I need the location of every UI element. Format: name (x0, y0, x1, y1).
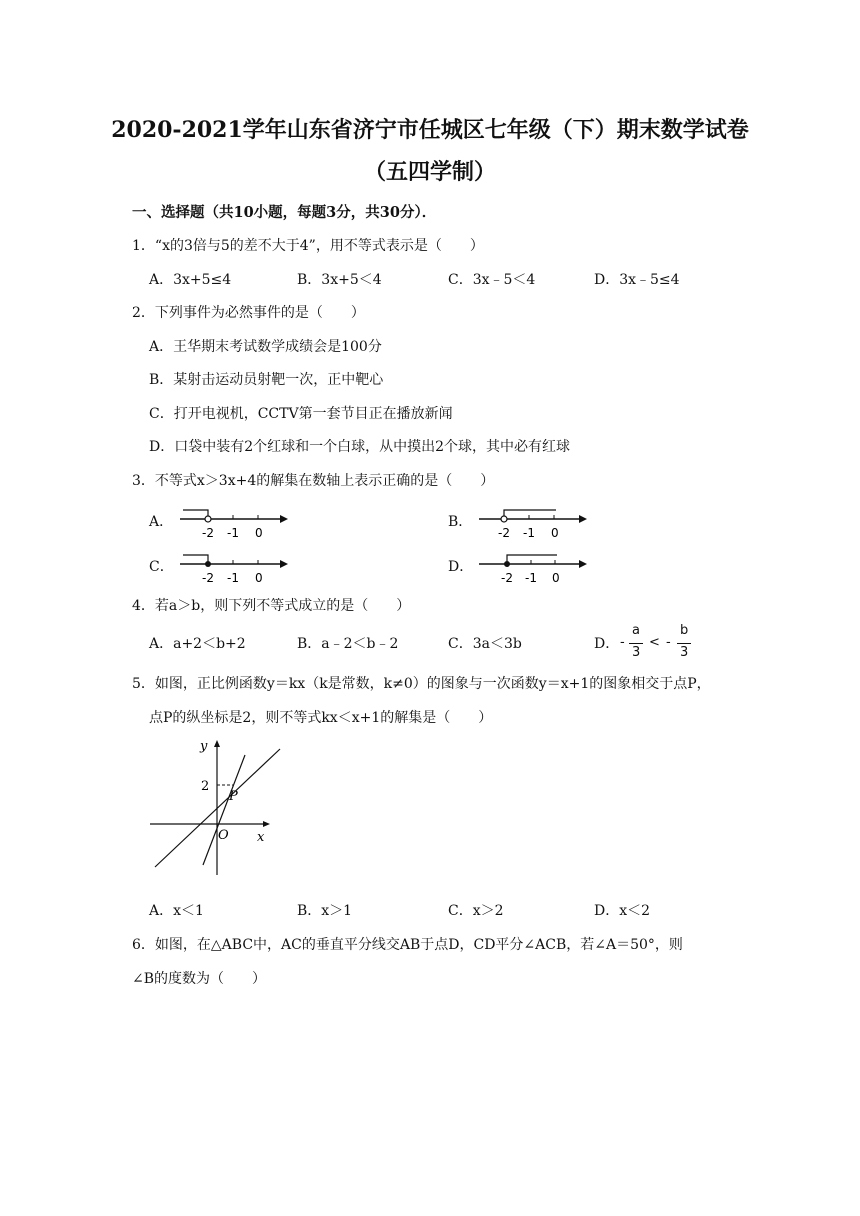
q3-a-tick-0: 0 (255, 526, 263, 540)
q1-option-a: A．3x+5≤4 (149, 272, 232, 288)
question-5-stem-line2: 点P的纵坐标是2，则不等式kx＜x+1的解集是（ ） (149, 710, 493, 726)
q2-option-d: D．口袋中装有2个红球和一个白球，从中摸出2个球，其中必有红球 (149, 439, 571, 455)
q3-option-b: B． (448, 514, 473, 530)
question-2-stem: 2．下列事件为必然事件的是（ ） (132, 305, 365, 321)
q2-option-c: C．打开电视机，CCTV第一套节目正在播放新闻 (149, 406, 453, 422)
q5-graph-point-p-label: P (229, 789, 238, 804)
q5-function-graph (145, 735, 285, 885)
q2-option-b: B．某射击运动员射靶一次，正中靶心 (149, 372, 384, 388)
q4-d-fraction-bar-1 (629, 643, 643, 644)
q3-c-tick-0: 0 (255, 571, 263, 585)
q3-b-tick-0: 0 (551, 526, 559, 540)
question-1-stem: 1．“x的3倍与5的差不大于4”，用不等式表示是（ ） (132, 238, 484, 254)
q5-option-b: B．x＞1 (297, 903, 353, 919)
q4-d-less-than: < (649, 635, 660, 650)
q5-graph-tick-2: 2 (201, 779, 210, 794)
q3-c-tick-neg1: -1 (227, 571, 239, 585)
q3-option-d: D． (448, 559, 474, 575)
q1-option-b: B．3x+5＜4 (297, 272, 382, 288)
q5-graph-y-label: y (200, 739, 208, 754)
q5-option-c: C．x＞2 (448, 903, 504, 919)
q4-d-den-3b: 3 (680, 645, 689, 660)
q2-option-a: A．王华期末考试数学成绩会是100分 (149, 339, 382, 355)
question-5-stem-line1: 5．如图，正比例函数y＝kx（k是常数，k≠0）的图象与一次函数y＝x+1的图象相交于点P， (132, 676, 711, 692)
q4-option-d: D． (594, 636, 620, 652)
q3-b-tick-neg1: -1 (523, 526, 535, 540)
page-title: 2020-2021学年山东省济宁市任城区七年级（下）期末数学试卷 (111, 117, 749, 143)
question-6-stem-line2: ∠B的度数为（ ） (132, 971, 267, 987)
q5-graph-origin-label: O (218, 828, 229, 843)
question-3-stem: 3．不等式x＞3x+4的解集在数轴上表示正确的是（ ） (132, 473, 495, 489)
q3-a-number-line (175, 505, 295, 541)
q3-a-tick-neg2: -2 (202, 526, 214, 540)
q1-option-c: C．3x﹣5＜4 (448, 272, 536, 288)
q5-option-d: D．x＜2 (594, 903, 651, 919)
q3-d-tick-0: 0 (552, 571, 560, 585)
q3-a-tick-neg1: -1 (227, 526, 239, 540)
q4-d-fraction-bar-2 (677, 643, 691, 644)
q4-d-num-a: a (632, 623, 640, 638)
q5-option-a: A．x＜1 (149, 903, 204, 919)
q3-b-tick-neg2: -2 (498, 526, 510, 540)
q3-d-tick-neg1: -1 (525, 571, 537, 585)
q4-d-minus-1: - (620, 635, 625, 650)
q4-option-b: B．a﹣2＜b﹣2 (297, 636, 399, 652)
q3-b-number-line (474, 505, 594, 541)
q4-option-a: A．a+2＜b+2 (149, 636, 246, 652)
q3-c-tick-neg2: -2 (202, 571, 214, 585)
q4-d-num-b: b (680, 623, 689, 638)
question-4-stem: 4．若a＞b，则下列不等式成立的是（ ） (132, 598, 411, 614)
section-header: 一、选择题（共10小题，每题3分，共30分）． (132, 204, 437, 221)
q4-d-minus-2: - (666, 635, 671, 650)
q4-d-den-3a: 3 (632, 645, 641, 660)
question-6-stem-line1: 6．如图，在△ABC中，AC的垂直平分线交AB于点D，CD平分∠ACB，若∠A＝50°，则 (132, 937, 683, 953)
q3-d-number-line (474, 550, 594, 586)
q3-option-a: A． (149, 514, 174, 530)
q3-c-number-line (175, 550, 295, 586)
q5-graph-x-label: x (257, 830, 265, 845)
q3-option-c: C． (149, 559, 174, 575)
page-subtitle: （五四学制） (363, 159, 496, 185)
q4-option-c: C．3a＜3b (448, 636, 522, 652)
q3-d-tick-neg2: -2 (501, 571, 513, 585)
q1-option-d: D．3x﹣5≤4 (594, 272, 680, 288)
